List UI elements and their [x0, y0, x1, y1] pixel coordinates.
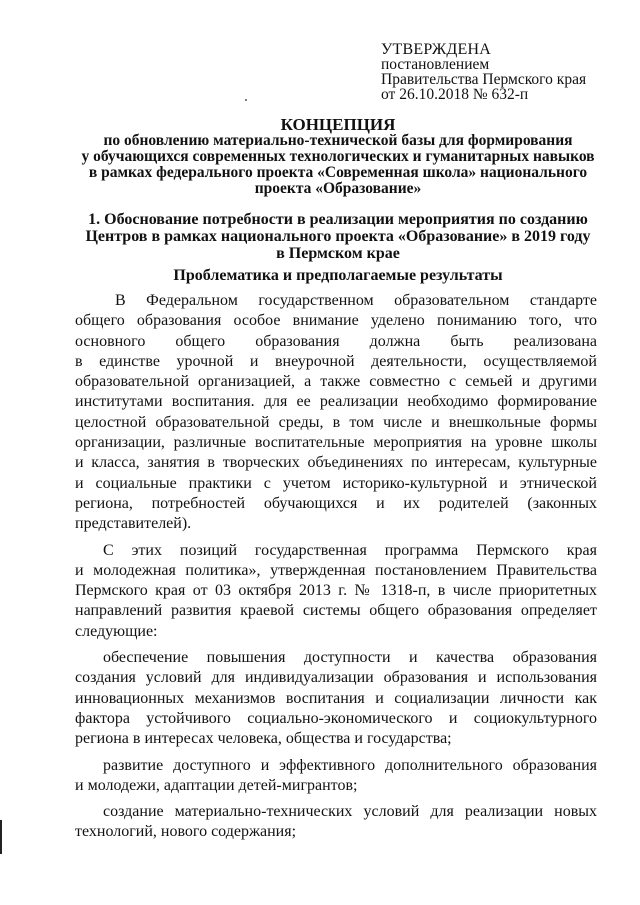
approval-line: Правительства Пермского края	[381, 71, 587, 88]
text-line: обеспечение повышения доступности и качества образования	[103, 649, 597, 667]
subsection-heading: Проблематика и предполагаемые результаты	[173, 267, 503, 284]
text-line: создания условий для индивидуализации образования и использования	[75, 669, 597, 687]
text-line: С этих позиций государственная программа Пермского края	[103, 541, 597, 559]
body-text	[75, 291, 597, 843]
text-line: создание материально-технических условий для реализации новых	[103, 803, 597, 821]
text-line: следующие:	[75, 622, 158, 640]
text-line: развитие доступного и эффективного дополнительного образования	[103, 756, 597, 774]
text-line: региона в интересах человека, общества и государства;	[75, 730, 452, 748]
text-line: фактора устойчивого социально-экономического и социокультурного	[75, 709, 597, 727]
text-line: и молодежи, адаптации детей-мигрантов;	[75, 776, 358, 794]
text-line: образовательной организацией, а также совместно с семьей и другими	[75, 373, 597, 391]
text-line: и социальные практики с учетом историко-культурной и этнической	[75, 474, 597, 492]
paragraph	[75, 291, 597, 535]
subtitle-line: в рамках федерального проекта «Современная школа» национального	[88, 164, 588, 181]
text-line: и класса, занятия в творческих объединениях по интересам, культурные	[75, 454, 597, 472]
paragraph	[75, 756, 597, 797]
section-1-heading	[40, 211, 636, 262]
text-line: целостной образовательной среды, в том числе и внешкольные формы	[75, 413, 597, 431]
document-title: КОНЦЕПЦИЯ	[280, 115, 396, 134]
subtitle-line: у обучающихся современных технологических и гуманитарных навыков	[81, 148, 595, 165]
text-line: Пермского края от 03 октября 2013 г. № 1318-п, в числе приоритетных	[75, 582, 597, 600]
paragraph	[75, 648, 597, 749]
text-line: основного общего образования должна быть реализована	[75, 332, 597, 350]
text-line: направлений развития краевой системы общего образования определяет	[75, 602, 597, 620]
text-line: технологий, нового содержания;	[75, 823, 297, 841]
text-line: и молодежная политика», утвержденная постановлением Правительства	[75, 561, 597, 579]
scan-edge-mark	[0, 820, 2, 854]
document-subtitle	[40, 133, 636, 197]
approval-line: от 26.10.2018 № 632-п	[381, 86, 529, 103]
text-line: организации, различные воспитательные мероприятия на уровне школы	[75, 434, 597, 452]
approval-line: УТВЕРЖДЕНА	[381, 41, 492, 58]
text-line: В Федеральном государственном образовательном стандарте	[115, 292, 597, 309]
subtitle-line: проекта «Образование»	[254, 180, 422, 197]
text-line: инновационных механизмов воспитания и социализации личности как	[75, 689, 597, 707]
approval-line: постановлением	[381, 56, 490, 73]
approval-stamp	[381, 42, 586, 102]
text-line: общего образования особое внимание уделено пониманию того, что	[75, 312, 597, 330]
paragraph	[75, 541, 597, 642]
text-line: в единстве урочной и внеурочной деятельности, осуществляемой	[75, 352, 597, 370]
paragraph	[75, 802, 597, 843]
text-line: институтами воспитания. для ее реализации необходимо формирование	[75, 393, 597, 411]
subtitle-line: по обновлению материально-технической базы для формирования	[103, 132, 573, 149]
text-line: региона, потребностей обучающихся и их родителей (законных	[75, 494, 597, 512]
text-line: представителей).	[75, 515, 192, 533]
section-heading-line: 1. Обоснование потребности в реализации мероприятия по созданию	[88, 211, 588, 228]
section-heading-line: в Пермском крае	[276, 245, 400, 262]
section-heading-line: Центров в рамках национального проекта «Образование» в 2019 году	[85, 228, 591, 245]
scan-speck	[245, 99, 247, 101]
